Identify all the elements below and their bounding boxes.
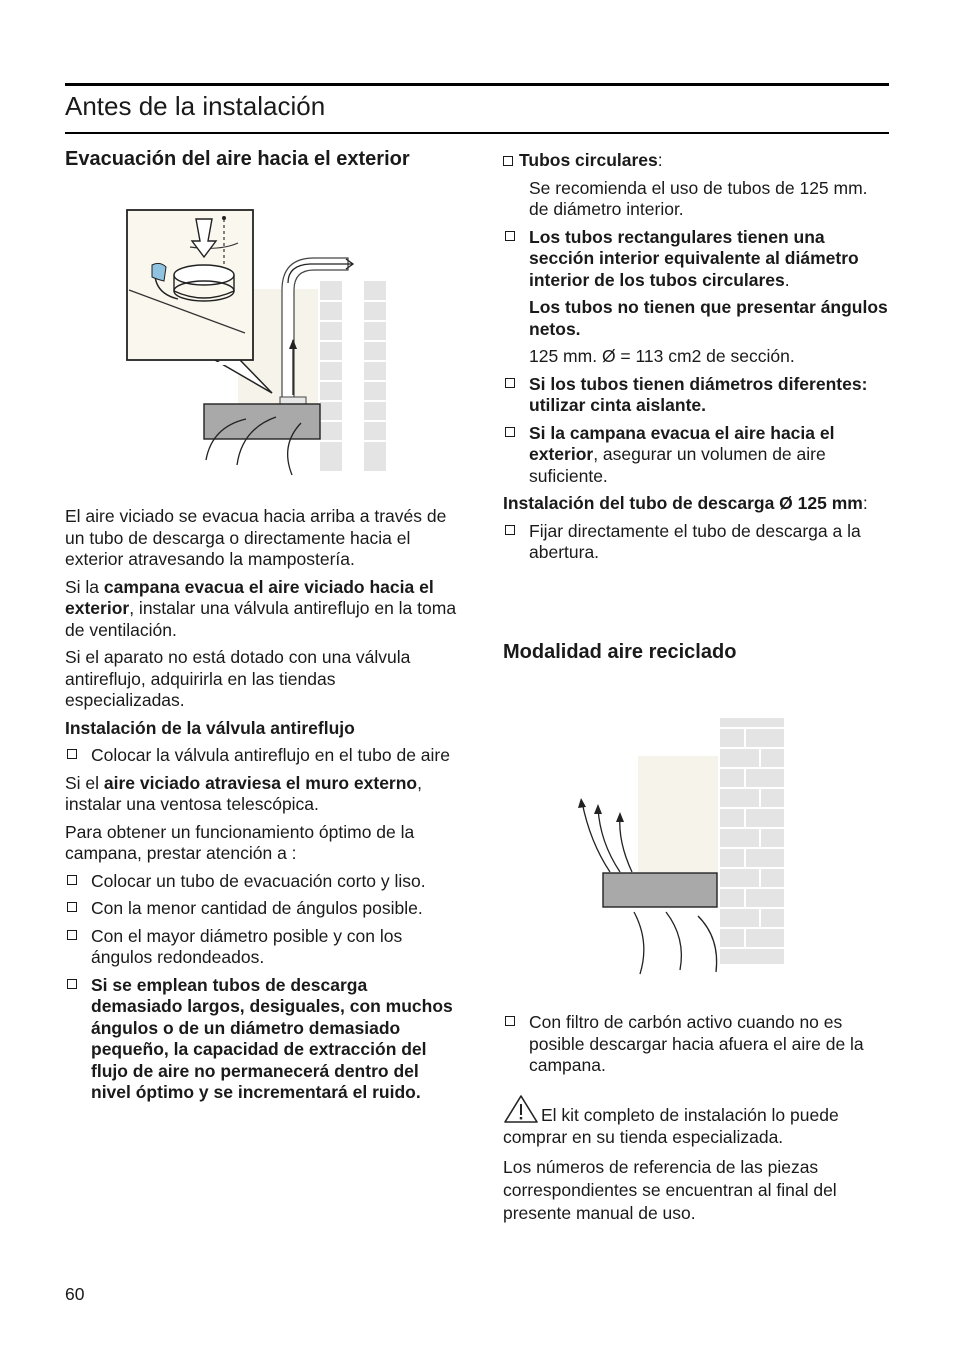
- list-item: Los tubos rectangulares tienen una sección interior equivalente al diámetro interior de los tubos circulares.: [503, 227, 889, 292]
- circular-tubes-label: Tubos circulares:: [503, 150, 889, 172]
- tube-heading: Instalación del tubo de descarga Ø 125 mm:: [503, 493, 868, 513]
- valve-heading: Instalación de la válvula antireflujo: [65, 717, 355, 738]
- checkbox-icon: [505, 378, 515, 388]
- exhaust-illustration: [120, 205, 395, 485]
- checkbox-icon: [503, 156, 513, 166]
- header-rule-top: [65, 83, 889, 86]
- optimal-paragraph: Para obtener un funcionamiento óptimo de la campana, prestar atención a :: [65, 821, 415, 863]
- angles-text: Los tubos no tienen que presentar ángulos netos.: [529, 297, 888, 339]
- room-wall-background: [638, 756, 722, 872]
- kit-text: El kit completo de instalación lo puede comprar en su tienda especializada.: [503, 1105, 839, 1147]
- circular-tubes-text: Se recomienda el uso de tubos de 125 mm. de diámetro interior.: [529, 177, 868, 219]
- list-item: Con el mayor diámetro posible y con los ángulos redondeados.: [65, 926, 457, 969]
- references-text: Los números de referencia de las piezas correspondientes se encuentran al final del presente manual de uso.: [503, 1157, 837, 1223]
- outflow-arrowheads: [578, 798, 624, 822]
- checkbox-icon: [67, 930, 77, 940]
- checkbox-icon: [505, 427, 515, 437]
- section-text: 125 mm. Ø = 113 cm2 de sección.: [529, 346, 795, 366]
- wall-paragraph: Si el aire viciado atraviesa el muro externo, instalar una ventosa telescópica.: [65, 772, 422, 814]
- right-bottom: [503, 1012, 889, 1083]
- list-item: Colocar un tubo de evacuación corto y liso.: [65, 871, 457, 893]
- list-item: Colocar la válvula antireflujo en el tubo de aire: [65, 745, 457, 767]
- hood-body: [204, 404, 320, 439]
- checkbox-icon: [505, 1016, 515, 1026]
- section-heading-recirculation: Modalidad aire reciclado: [503, 641, 737, 663]
- list-item: Con filtro de carbón activo cuando no es posible descargar hacia afuera el aire de la campana.: [503, 1012, 889, 1077]
- kit-block: [503, 1105, 889, 1231]
- hood-body: [603, 873, 717, 907]
- left-body: [65, 506, 457, 1110]
- list-item: Si los tubos tienen diámetros diferentes: utilizar cinta aislante.: [503, 374, 889, 417]
- list-item: Si la campana evacua el aire hacia el exterior, asegurar un volumen de aire suficiente.: [503, 423, 889, 488]
- header-rule-bottom: [65, 132, 889, 134]
- checkbox-icon: [505, 231, 515, 241]
- brick-wall: [718, 716, 786, 966]
- list-item: Con la menor cantidad de ángulos posible.: [65, 898, 457, 920]
- checkbox-icon: [505, 525, 515, 535]
- page-title: Antes de la instalación: [65, 91, 326, 121]
- valve-flap: [152, 263, 166, 281]
- valve-paragraph: Si la campana evacua el aire viciado hacia el exterior, instalar una válvula antireflujo en la toma de ventilación.: [65, 576, 457, 640]
- dealer-paragraph: Si el aparato no está dotado con una válvula antireflujo, adquirirla en las tiendas especializadas.: [65, 647, 411, 710]
- page-number: 60: [65, 1284, 85, 1304]
- recirculation-illustration: [570, 712, 795, 982]
- right-body: [503, 150, 889, 570]
- checkbox-icon: [67, 875, 77, 885]
- checkbox-icon: [67, 749, 77, 759]
- section-heading-exhaust: Evacuación del aire hacia el exterior: [65, 148, 410, 170]
- intro-paragraph: El aire viciado se evacua hacia arriba a través de un tubo de descarga o directamente hacia el exterior atravesando la mampostería.: [65, 506, 447, 569]
- brick-wall: [318, 281, 386, 471]
- warning-list-item: Si se emplean tubos de descarga demasiado largos, desiguales, con muchos ángulos o de un diámetro demasiado pequeño, la capacidad de extracción del flujo de aire no permanecerá dentro del nivel óptimo y se incrementará el ruido.: [65, 975, 457, 1104]
- checkbox-icon: [67, 979, 77, 989]
- list-item: Fijar directamente el tubo de descarga a la abertura.: [503, 521, 889, 564]
- checkbox-icon: [67, 902, 77, 912]
